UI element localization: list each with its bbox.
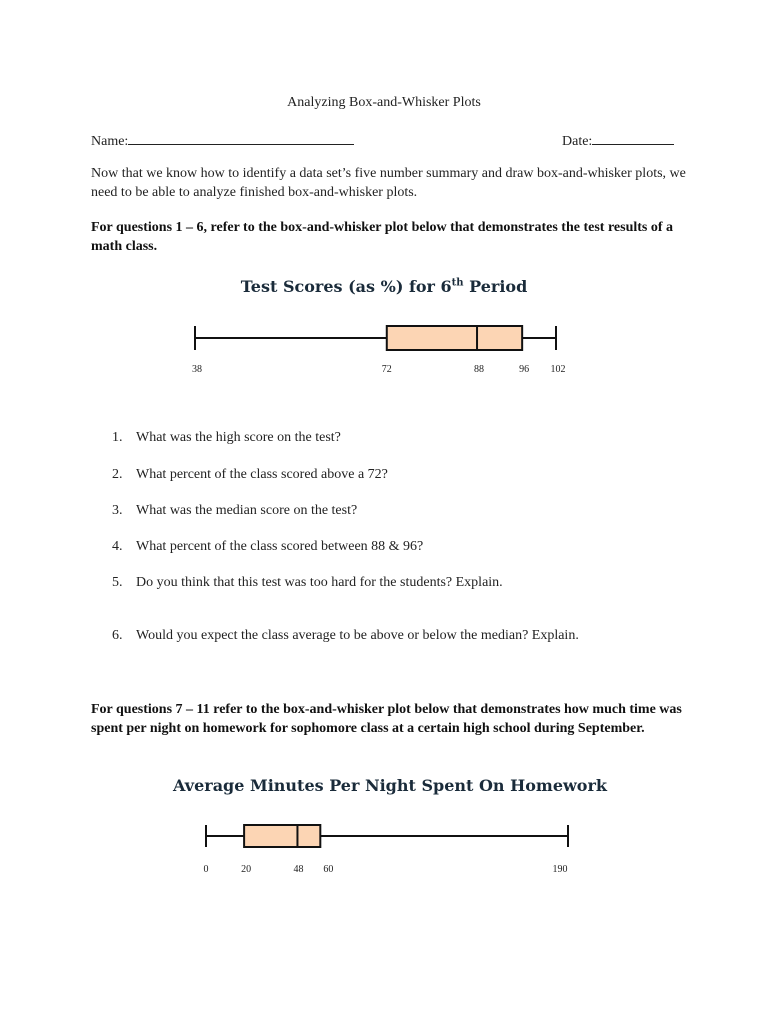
tick-label: 88	[474, 364, 485, 375]
tick-label: 48	[293, 864, 304, 875]
question-number: 6.	[112, 628, 123, 643]
chart1-title-main: Test Scores (as %) for 6	[240, 277, 452, 296]
tick-label: 0	[203, 864, 209, 875]
name-label: Name:	[91, 134, 129, 149]
worksheet-title: Analyzing Box-and-Whisker Plots	[287, 95, 481, 110]
question-number: 1.	[112, 430, 123, 445]
intro-paragraph: Now that we know how to identify a data set’s five number summary and draw box-and-whisker plots, we need to be able to analyze finished box-and-whisker plots.	[91, 166, 686, 200]
question-5	[112, 575, 503, 591]
question-text: What percent of the class scored above a 72?	[136, 467, 388, 482]
chart2-box-plot	[190, 822, 590, 882]
question-number: 4.	[112, 539, 123, 554]
question-number: 3.	[112, 503, 123, 518]
tick-label: 102	[550, 364, 566, 375]
chart1-title-tail: Period	[463, 277, 528, 296]
question-1	[112, 430, 341, 446]
chart2-title: Average Minutes Per Night Spent On Homework	[173, 776, 607, 795]
chart1-title-sup: th	[451, 277, 464, 289]
section2-instructions: For questions 7 – 11 refer to the box-and-whisker plot below that demonstrates how much time was spent per night on homework for sophomore class at a certain high school during September.	[91, 702, 682, 736]
tick-label: 96	[519, 364, 530, 375]
question-text: What was the high score on the test?	[136, 430, 341, 445]
iqr-box	[387, 326, 522, 350]
date-blank-line[interactable]	[592, 130, 674, 145]
date-field[interactable]	[562, 130, 674, 150]
question-3	[112, 503, 357, 519]
question-number: 2.	[112, 467, 123, 482]
date-label: Date:	[562, 134, 593, 149]
tick-label: 190	[552, 864, 568, 875]
tick-label: 20	[241, 864, 252, 875]
tick-label: 72	[381, 364, 392, 375]
question-2	[112, 467, 388, 483]
question-text: Would you expect the class average to be above or below the median? Explain.	[136, 628, 579, 643]
chart1-box-plot	[180, 318, 580, 380]
tick-label: 60	[323, 864, 334, 875]
tick-label: 38	[192, 364, 202, 375]
section1-instructions: For questions 1 – 6, refer to the box-and-whisker plot below that demonstrates the test results of a math class.	[91, 220, 674, 254]
question-text: What percent of the class scored between 88 & 96?	[136, 539, 424, 554]
name-blank-line[interactable]	[128, 130, 354, 145]
question-4	[112, 539, 423, 555]
question-text: Do you think that this test was too hard for the students? Explain.	[136, 575, 503, 590]
question-6	[112, 628, 579, 644]
name-field[interactable]	[91, 130, 354, 150]
iqr-box	[244, 825, 320, 847]
chart1-title	[0, 277, 768, 296]
question-text: What was the median score on the test?	[136, 503, 358, 518]
question-number: 5.	[112, 575, 123, 590]
